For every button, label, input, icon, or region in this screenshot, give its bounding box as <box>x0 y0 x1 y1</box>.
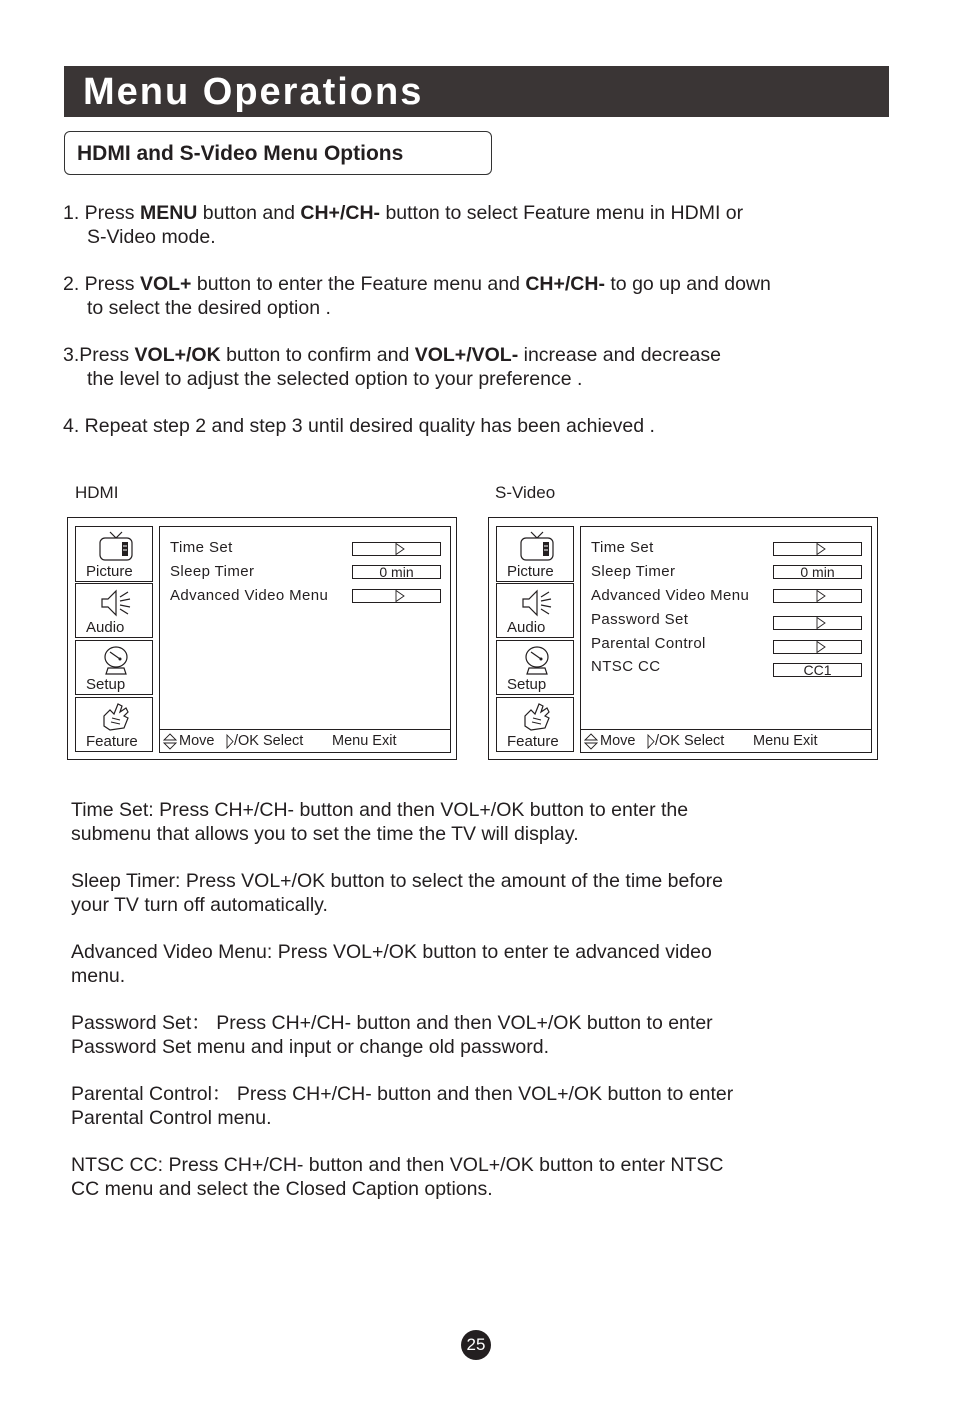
svideo-options-panel <box>580 526 872 753</box>
option-sleep-timer[interactable]: Sleep Timer <box>170 563 255 580</box>
step-2-text-1: button to enter the Feature menu and <box>191 273 526 295</box>
option-advanced-video-menu[interactable]: Advanced Video Menu <box>591 587 750 604</box>
footer-menu-exit-text: Menu Exit <box>332 733 397 749</box>
parental-control-value-box[interactable] <box>773 640 862 654</box>
svideo-screen-label: S-Video <box>495 483 556 502</box>
footer-menu-exit-text: Menu Exit <box>753 733 818 749</box>
tab-setup-label: Setup <box>86 676 126 693</box>
desc-sleep-timer-line-2: your TV turn off automatically. <box>71 893 328 916</box>
right-arrow-icon <box>647 733 655 750</box>
desc-sleep-timer <box>71 870 871 917</box>
option-time-set[interactable]: Time Set <box>170 539 233 556</box>
tab-audio-label: Audio <box>86 619 125 636</box>
page-number: 25 <box>461 1330 491 1360</box>
satellite-dish-icon <box>519 644 555 676</box>
footer-ok-select-text: /OK Select <box>655 733 725 749</box>
section-title: HDMI and S-Video Menu Options <box>77 142 404 165</box>
svideo-osd-screen <box>488 517 878 760</box>
tab-audio[interactable] <box>75 583 153 638</box>
desc-password-set <box>71 1012 871 1059</box>
desc-ntsc-cc-line-2: CC menu and select the Closed Caption options. <box>71 1177 493 1200</box>
right-arrow-icon <box>816 543 826 555</box>
tab-picture[interactable] <box>496 526 574 582</box>
step-3-text-2: increase and decrease <box>518 344 721 366</box>
desc-parental-control <box>71 1083 871 1130</box>
tab-feature-label: Feature <box>86 733 138 750</box>
step-1-key-2: CH+/CH- <box>300 202 381 224</box>
option-parental-control[interactable]: Parental Control <box>591 635 706 652</box>
step-3-text-1: button to confirm and <box>220 344 415 366</box>
step-1-text-1: button and <box>197 202 301 224</box>
step-4-text: 4. Repeat step 2 and step 3 until desired quality has been achieved . <box>63 415 655 437</box>
desc-ntsc-cc <box>71 1154 871 1201</box>
advanced-video-value-box[interactable] <box>352 589 441 603</box>
step-2-key-2: CH+/CH- <box>525 273 605 295</box>
hdmi-screen-label: HDMI <box>75 483 119 502</box>
speaker-icon <box>519 587 555 619</box>
tab-picture-label: Picture <box>86 563 133 580</box>
hand-pointer-icon <box>519 700 555 732</box>
ntsc-cc-value-box[interactable]: CC1 <box>773 663 862 677</box>
option-password-set[interactable]: Password Set <box>591 611 689 628</box>
hand-pointer-icon <box>98 700 134 732</box>
tab-audio-label: Audio <box>507 619 546 636</box>
desc-password-set-line-2: Password Set menu and input or change old password. <box>71 1035 550 1058</box>
speaker-icon <box>98 587 134 619</box>
right-arrow-icon <box>226 733 234 750</box>
tab-feature-label: Feature <box>507 733 559 750</box>
step-1-continuation: S-Video mode. <box>87 226 216 248</box>
step-1-text-2: button to select Feature menu in HDMI or <box>380 202 744 224</box>
footer-move-text: Move <box>179 733 215 749</box>
desc-ntsc-cc-line-1: NTSC CC: Press CH+/CH- button and then VOL+/OK button to enter NTSC <box>71 1154 724 1176</box>
tv-icon <box>519 530 555 562</box>
option-time-set[interactable]: Time Set <box>591 539 654 556</box>
step-3-continuation: the level to adjust the selected option to your preference . <box>87 368 583 390</box>
step-3-key-2: VOL+/VOL- <box>414 344 519 366</box>
up-down-arrows-icon <box>163 733 177 750</box>
advanced-video-value-box[interactable] <box>773 589 862 603</box>
step-2-key-1: VOL+ <box>139 273 192 295</box>
hdmi-osd-footer <box>160 729 450 752</box>
hdmi-osd-screen <box>67 517 457 760</box>
svideo-osd-footer <box>581 729 871 752</box>
sleep-timer-value-box[interactable]: 0 min <box>352 565 441 579</box>
tab-feature[interactable] <box>496 697 574 752</box>
desc-parental-control-line-2: Parental Control menu. <box>71 1106 272 1129</box>
up-down-arrows-icon <box>584 733 598 750</box>
tv-icon <box>98 530 134 562</box>
desc-parental-control-line-1: Parental Control： Press CH+/CH- button and then VOL+/OK button to enter <box>71 1083 734 1105</box>
desc-advanced-video-line-1: Advanced Video Menu: Press VOL+/OK button to enter te advanced video <box>71 941 712 963</box>
step-2-text-2: to go up and down <box>604 273 771 295</box>
desc-advanced-video-line-2: menu. <box>71 964 126 987</box>
tab-picture[interactable] <box>75 526 153 582</box>
right-arrow-icon <box>395 543 405 555</box>
header-bar <box>64 66 889 117</box>
step-1-num: 1. Press <box>63 202 140 224</box>
tab-feature[interactable] <box>75 697 153 752</box>
tab-setup[interactable] <box>75 640 153 695</box>
tab-setup-label: Setup <box>507 676 547 693</box>
step-2-continuation: to select the desired option . <box>87 297 331 319</box>
option-sleep-timer[interactable]: Sleep Timer <box>591 563 676 580</box>
satellite-dish-icon <box>98 644 134 676</box>
section-title-box <box>64 131 492 175</box>
time-set-value-box[interactable] <box>352 542 441 556</box>
right-arrow-icon <box>395 590 405 602</box>
right-arrow-icon <box>816 641 826 653</box>
right-arrow-icon <box>816 617 826 629</box>
step-2-num: 2. Press <box>63 273 140 295</box>
step-3-key-1: VOL+/OK <box>134 344 221 366</box>
step-2 <box>63 272 903 320</box>
step-4 <box>63 414 903 438</box>
sleep-timer-value-box[interactable]: 0 min <box>773 565 862 579</box>
desc-sleep-timer-line-1: Sleep Timer: Press VOL+/OK button to select the amount of the time before <box>71 870 723 892</box>
step-3-num: 3.Press <box>63 344 135 366</box>
hdmi-options-panel <box>159 526 451 753</box>
time-set-value-box[interactable] <box>773 542 862 556</box>
footer-move-text: Move <box>600 733 636 749</box>
footer-ok-select-text: /OK Select <box>234 733 304 749</box>
step-3 <box>63 343 903 391</box>
desc-advanced-video-menu <box>71 941 871 988</box>
option-ntsc-cc[interactable]: NTSC CC <box>591 658 661 675</box>
option-advanced-video-menu[interactable]: Advanced Video Menu <box>170 587 329 604</box>
page-title: Menu Operations <box>83 71 424 113</box>
password-set-value-box[interactable] <box>773 616 862 630</box>
step-1 <box>63 201 903 249</box>
desc-time-set <box>71 799 871 846</box>
desc-time-set-line-2: submenu that allows you to set the time the TV will display. <box>71 822 579 845</box>
desc-time-set-line-1: Time Set: Press CH+/CH- button and then VOL+/OK button to enter the <box>71 799 689 821</box>
step-1-key-1: MENU <box>139 202 198 224</box>
right-arrow-icon <box>816 590 826 602</box>
desc-password-set-line-1: Password Set： Press CH+/CH- button and then VOL+/OK button to enter <box>71 1012 713 1034</box>
tab-setup[interactable] <box>496 640 574 695</box>
tab-audio[interactable] <box>496 583 574 638</box>
tab-picture-label: Picture <box>507 563 554 580</box>
